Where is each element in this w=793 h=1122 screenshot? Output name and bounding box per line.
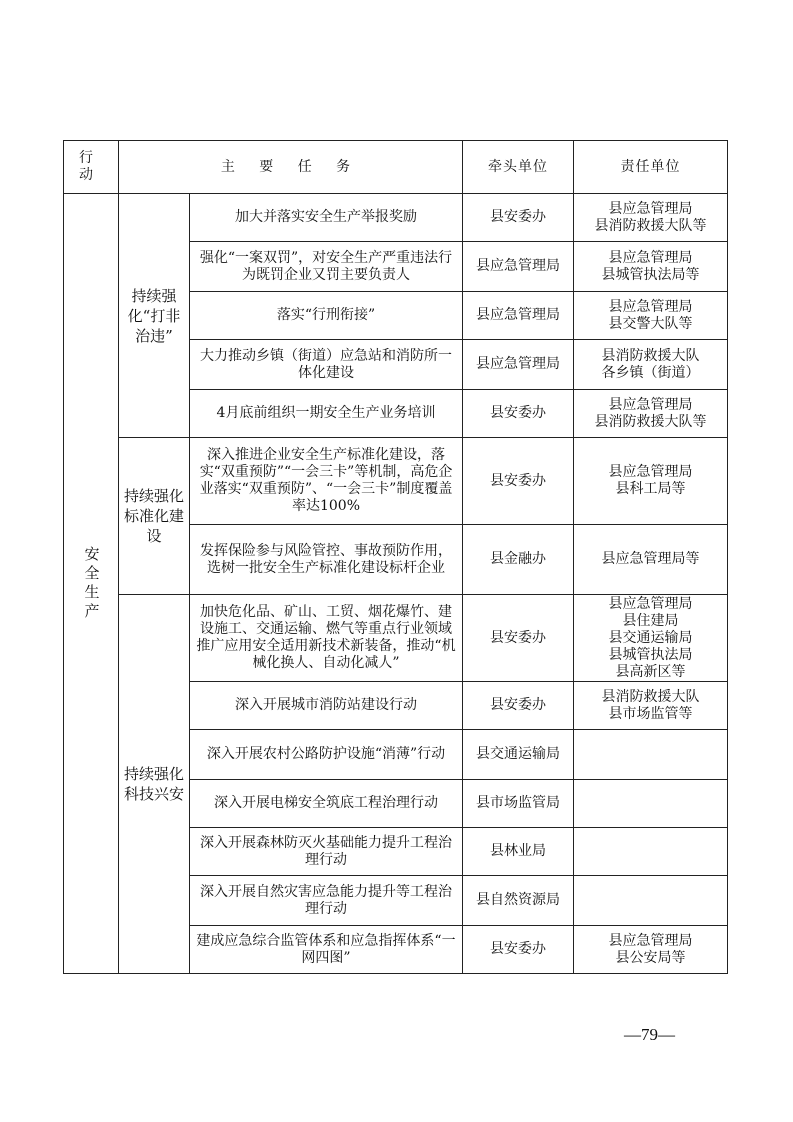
lead-unit-cell: 县安委办 — [463, 682, 574, 730]
task-cell: 强化“一案双罚”，对安全生产严重违法行为既罚企业又罚主要负责人 — [190, 242, 463, 292]
task-cell: 建成应急综合监管体系和应急指挥体系“一网四图” — [190, 926, 463, 974]
responsible-unit-cell: 县应急管理局 县城管执法局等 — [574, 242, 728, 292]
task-cell: 深入开展农村公路防护设施“消薄”行动 — [190, 730, 463, 780]
task-cell: 4月底前组织一期安全生产业务培训 — [190, 390, 463, 438]
responsible-unit-cell — [574, 876, 728, 926]
table-row — [64, 194, 728, 242]
subcategory-cell — [119, 595, 190, 974]
lead-unit-cell: 县林业局 — [463, 828, 574, 876]
subcategory-cell — [119, 438, 190, 595]
subcategory-cell — [119, 194, 190, 438]
lead-unit-cell: 县安委办 — [463, 390, 574, 438]
responsible-unit-cell — [574, 828, 728, 876]
responsible-unit-cell: 县消防救援大队 各乡镇（街道） — [574, 340, 728, 390]
task-cell: 大力推动乡镇（街道）应急站和消防所一体化建设 — [190, 340, 463, 390]
header-task: 主 要 任 务 — [119, 141, 463, 194]
header-row — [64, 141, 728, 194]
responsible-unit-cell: 县应急管理局等 — [574, 525, 728, 595]
responsible-unit-cell: 县应急管理局 县交警大队等 — [574, 292, 728, 340]
responsible-unit-cell: 县应急管理局 县住建局 县交通运输局 县城管执法局 县高新区等 — [574, 595, 728, 682]
responsible-unit-cell: 县应急管理局 县消防救援大队等 — [574, 194, 728, 242]
task-cell: 深入开展电梯安全筑底工程治理行动 — [190, 780, 463, 828]
task-cell: 加快危化品、矿山、工贸、烟花爆竹、建设施工、交通运输、燃气等重点行业领域推广应用安全适用新技术新装备，推动“机械化换人、自动化减人” — [190, 595, 463, 682]
task-cell: 深入开展自然灾害应急能力提升等工程治理行动 — [190, 876, 463, 926]
responsible-unit-cell — [574, 730, 728, 780]
header-lead: 牵头单位 — [463, 141, 574, 194]
subcategory-label: 持续强化标准化建设 — [123, 487, 184, 545]
task-cell: 发挥保险参与风险管控、事故预防作用，选树一批安全生产标准化建设标杆企业 — [190, 525, 463, 595]
lead-unit-cell: 县交通运输局 — [463, 730, 574, 780]
header-action: 行 动 — [64, 141, 119, 194]
subcategory-label: 持续强化“打非治违” — [127, 286, 181, 345]
task-cell: 深入开展城市消防站建设行动 — [190, 682, 463, 730]
table-row — [64, 595, 728, 682]
lead-unit-cell: 县安委办 — [463, 194, 574, 242]
lead-unit-cell: 县自然资源局 — [463, 876, 574, 926]
header-responsible: 责任单位 — [574, 141, 728, 194]
responsible-unit-cell: 县消防救援大队 县市场监管等 — [574, 682, 728, 730]
task-cell: 深入推进企业安全生产标准化建设，落实“双重预防”“一会三卡”等机制，高危企业落实“双重预防”、“一会三卡”制度覆盖率达100% — [190, 438, 463, 525]
lead-unit-cell: 县应急管理局 — [463, 340, 574, 390]
responsible-unit-cell: 县应急管理局 县科工局等 — [574, 438, 728, 525]
lead-unit-cell: 县应急管理局 — [463, 292, 574, 340]
lead-unit-cell: 县安委办 — [463, 438, 574, 525]
task-cell: 深入开展森林防灭火基础能力提升工程治理行动 — [190, 828, 463, 876]
responsible-unit-cell: 县应急管理局 县公安局等 — [574, 926, 728, 974]
lead-unit-cell: 县金融办 — [463, 525, 574, 595]
category-cell — [64, 194, 119, 974]
lead-unit-cell: 县安委办 — [463, 595, 574, 682]
task-cell: 落实“行刑衔接” — [190, 292, 463, 340]
lead-unit-cell: 县应急管理局 — [463, 242, 574, 292]
lead-unit-cell: 县安委办 — [463, 926, 574, 974]
lead-unit-cell: 县市场监管局 — [463, 780, 574, 828]
page-number: —79— — [624, 1025, 675, 1044]
task-table — [63, 140, 728, 974]
subcategory-label: 持续强化科技兴安 — [123, 765, 184, 803]
responsible-unit-cell: 县应急管理局 县消防救援大队等 — [574, 390, 728, 438]
category-label: 安全生产 — [82, 545, 101, 622]
task-cell: 加大并落实安全生产举报奖励 — [190, 194, 463, 242]
table-row — [64, 438, 728, 525]
responsible-unit-cell — [574, 780, 728, 828]
